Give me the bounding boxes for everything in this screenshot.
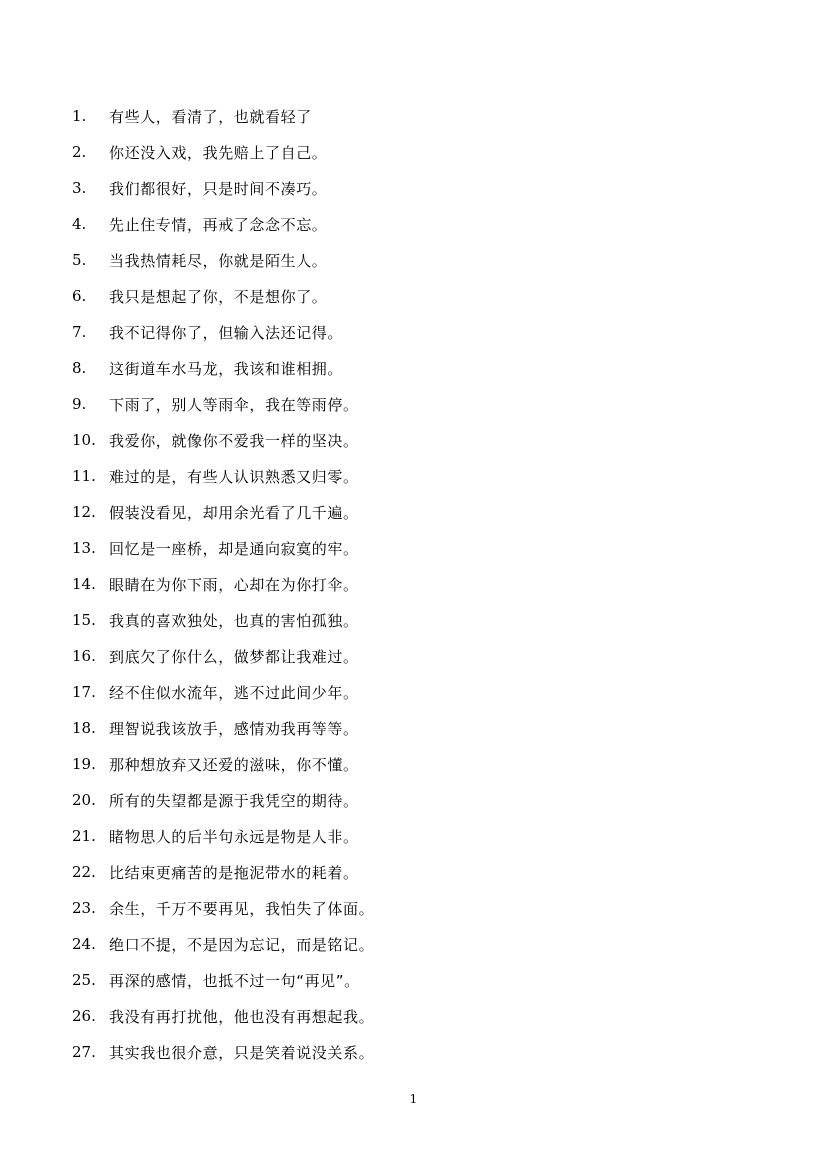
list-item [72, 206, 772, 242]
list-item-text: 我爱你，就像你不爱我一样的坚决。 [109, 431, 359, 450]
list-item-number: 13. [72, 539, 96, 557]
list-item-number: 19. [72, 755, 96, 773]
list-item-number: 18. [72, 719, 96, 737]
list-item [72, 98, 772, 134]
list-item [72, 314, 772, 350]
list-item-number: 7. [72, 323, 87, 341]
list-item [72, 818, 772, 854]
list-item [72, 530, 772, 566]
list-item-text: 你还没入戏，我先赔上了自己。 [109, 143, 328, 162]
list-item-text: 比结束更痛苦的是拖泥带水的耗着。 [109, 863, 359, 882]
list-item [72, 242, 772, 278]
list-item [72, 386, 772, 422]
list-item-number: 8. [72, 359, 87, 377]
list-item [72, 638, 772, 674]
list-item-text: 先止住专情，再戒了念念不忘。 [109, 215, 328, 234]
list-item-number: 26. [72, 1007, 96, 1025]
list-item [72, 566, 772, 602]
list-item-number: 21. [72, 827, 96, 845]
list-item [72, 602, 772, 638]
list-item-text: 假装没看见，却用余光看了几千遍。 [109, 503, 359, 522]
list-item-text: 再深的感情，也抵不过一句“再见”。 [109, 971, 360, 990]
list-item-number: 3. [72, 179, 87, 197]
list-item [72, 278, 772, 314]
list-item-text: 那种想放弃又还爱的滋味，你不懂。 [109, 755, 359, 774]
list-item-number: 12. [72, 503, 96, 521]
list-item-number: 24. [72, 935, 96, 953]
list-item [72, 350, 772, 386]
list-item-number: 4. [72, 215, 87, 233]
page-number: 1 [409, 1092, 418, 1106]
list-item-number: 6. [72, 287, 87, 305]
list-item [72, 674, 772, 710]
list-item [72, 926, 772, 962]
list-item-text: 绝口不提，不是因为忘记，而是铭记。 [109, 935, 375, 954]
list-item [72, 458, 772, 494]
list-item-number: 23. [72, 899, 96, 917]
list-item [72, 782, 772, 818]
list-item [72, 710, 772, 746]
list-item-text: 我们都很好，只是时间不凑巧。 [109, 179, 328, 198]
list-item-number: 9. [72, 395, 87, 413]
list-item-number: 1. [72, 107, 87, 125]
list-item-number: 20. [72, 791, 96, 809]
list-item-text: 眼睛在为你下雨，心却在为你打伞。 [109, 575, 359, 594]
list-item [72, 134, 772, 170]
list-item-number: 15. [72, 611, 96, 629]
list-item [72, 746, 772, 782]
list-item-text: 所有的失望都是源于我凭空的期待。 [109, 791, 359, 810]
list-item-number: 2. [72, 143, 87, 161]
list-item-number: 27. [72, 1043, 96, 1061]
list-item-text: 理智说我该放手，感情劝我再等等。 [109, 719, 359, 738]
list-item-text: 我真的喜欢独处，也真的害怕孤独。 [109, 611, 359, 630]
list-item-number: 17. [72, 683, 96, 701]
list-item-number: 11. [72, 467, 96, 485]
list-item-text: 其实我也很介意，只是笑着说没关系。 [109, 1043, 375, 1062]
list-item-text: 回忆是一座桥，却是通向寂寞的牢。 [109, 539, 359, 558]
list-item-number: 10. [72, 431, 96, 449]
list-item [72, 422, 772, 458]
list-item [72, 170, 772, 206]
list-item-text: 睹物思人的后半句永远是物是人非。 [109, 827, 359, 846]
quote-list [72, 98, 772, 1070]
list-item [72, 1034, 772, 1070]
list-item-number: 25. [72, 971, 96, 989]
list-item-text: 余生，千万不要再见，我怕失了体面。 [109, 899, 375, 918]
list-item-text: 有些人，看清了，也就看轻了 [109, 107, 312, 126]
list-item [72, 494, 772, 530]
list-item-text: 我不记得你了，但输入法还记得。 [109, 323, 344, 342]
list-item [72, 998, 772, 1034]
list-item-number: 14. [72, 575, 96, 593]
list-item [72, 890, 772, 926]
list-item-text: 下雨了，别人等雨伞，我在等雨停。 [109, 395, 359, 414]
list-item-text: 这街道车水马龙，我该和谁相拥。 [109, 359, 344, 378]
list-item-text: 我只是想起了你，不是想你了。 [109, 287, 328, 306]
list-item-number: 5. [72, 251, 87, 269]
list-item-text: 到底欠了你什么，做梦都让我难过。 [109, 647, 359, 666]
list-item-number: 16. [72, 647, 96, 665]
list-item-text: 我没有再打扰他，他也没有再想起我。 [109, 1007, 375, 1026]
list-item-text: 经不住似水流年，逃不过此间少年。 [109, 683, 359, 702]
list-item-text: 难过的是，有些人认识熟悉又归零。 [109, 467, 359, 486]
list-item [72, 962, 772, 998]
list-item-text: 当我热情耗尽，你就是陌生人。 [109, 251, 328, 270]
list-item-number: 22. [72, 863, 96, 881]
list-item [72, 854, 772, 890]
